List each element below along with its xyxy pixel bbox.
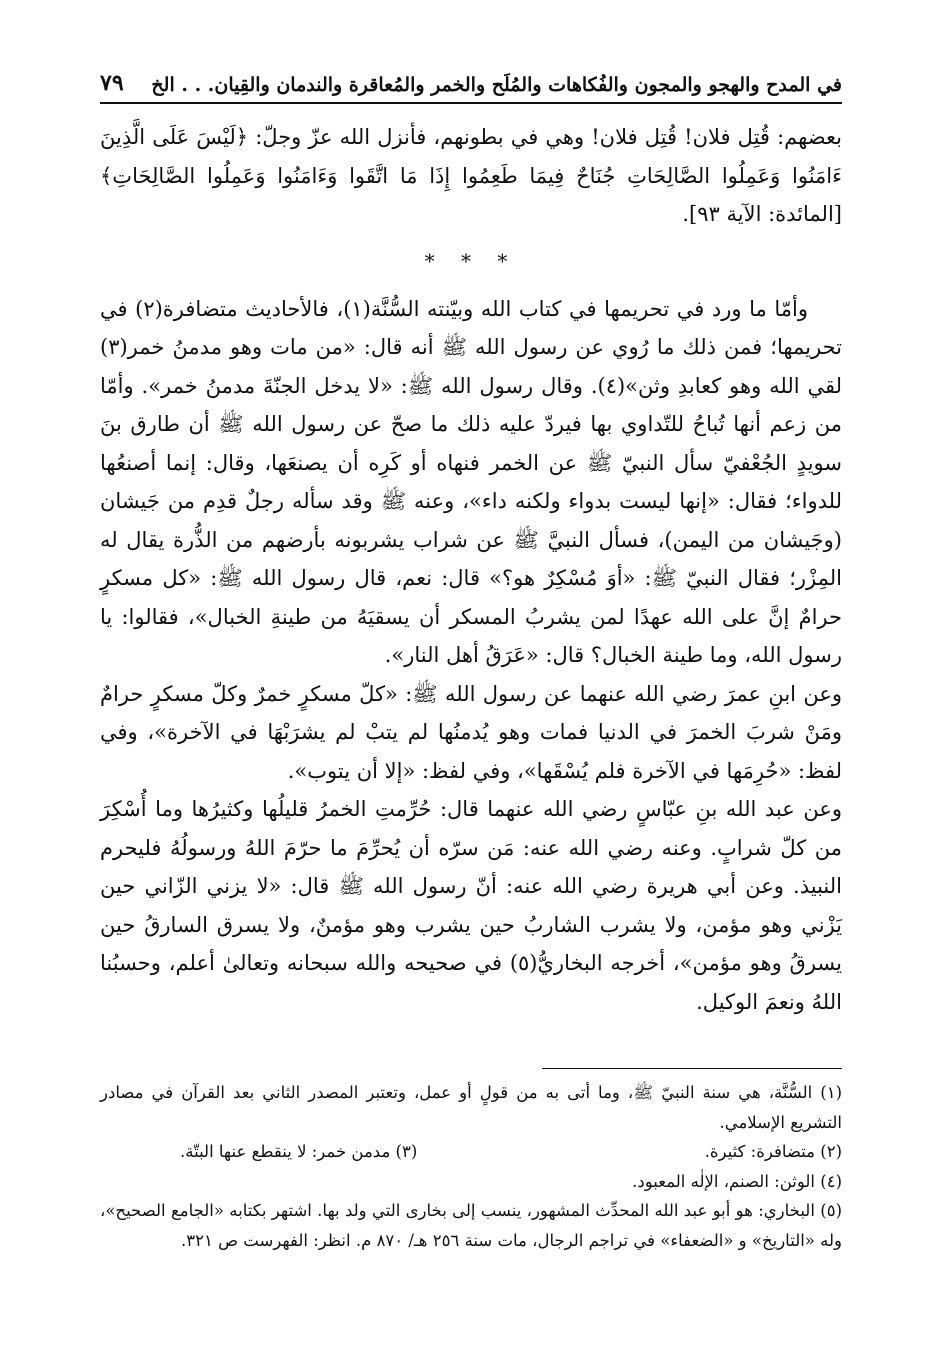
footnote-row-2-3 xyxy=(100,1137,842,1167)
footnote-4: (٤) الوثن: الصنم، الإلٰه المعبود. xyxy=(632,1171,842,1191)
footnote-5: (٥) البخاري: هو أبو عبد الله المحدِّث المشهور، ينسب إلى بخارى التي ولد بها. اشتهر بكتابه «الجامع الصحيح»، وله «التاريخ» و «الضعفاء» في تراجم الرجال، مات سنة ٢٥٦ هـ/ ٨٧٠ م. انظر: الفهرست ص ٣٢١. xyxy=(100,1201,842,1250)
footnote-3: (٣) مدمن خمر: لا ينقطع عنها البتّة. xyxy=(180,1142,418,1161)
main-text xyxy=(100,118,842,1021)
paragraph-hadith-prohibition: وأمّا ما ورد في تحريمها في كتاب الله وبيّنته السُّنَّة(١)، فالأحاديث متضافرة(٢) في تحريمها؛ فمن ذلك ما رُوي عن رسول الله ﷺ أنه قال: «من مات وهو مدمنُ خمر(٣) لقي الله وهو كعابدِ وثن»(٤). وقال رسول الله ﷺ: «لا يدخل الجنّةَ مدمنُ خمر». وأمّا من زعم أنها تُباحُ للتّداوي بها فيردّ عليه ذلك ما صحّ عن رسول الله ﷺ أن طارق بنَ سويدٍ الجُعْفيّ سأل النبيّ ﷺ عن الخمر فنهاه أو كَرِه أن يصنعَها، وقال: إنما أصنعُها للدواء؛ فقال: «إنها ليست بدواء ولكنه داء»، وعنه ﷺ وقد سأله رجلٌ قدِم من جَيشان (وجَيشان من اليمن)، فسأل النبيَّ ﷺ عن شراب يشربونه بأرضهم من الذُّرة يقال له المِزْر؛ فقال النبيّ ﷺ: «أوَ مُسْكِرٌ هو؟» قال: نعم، قال رسول الله ﷺ: «كل مسكرٍ حرامٌ إنَّ على الله عهدًا لمن يشربُ المسكر أن يسقيَهُ من طينةِ الخبال»، فقالوا: يا رسول الله، وما طينة الخبال؟ قال: «عَرَقُ أهل النار». xyxy=(100,296,842,667)
page-header xyxy=(100,60,842,104)
footnote-2: (٢) متضافرة: كثيرة. xyxy=(704,1142,842,1161)
paragraph-quran-verse: بعضهم: قُتِل فلان! قُتِل فلان! وهي في بطونهم، فأنزل الله عزّ وجلّ: ﴿لَيْسَ عَلَى الَّذِينَ ءَامَنُوا وَعَمِلُوا الصَّالِحَاتِ جُنَاحٌ فِيمَا طَعِمُوا إِذَا مَا اتَّقَوا وَءَامَنُوا وَعَمِلُوا الصَّالِحَاتِ﴾ [المائدة: الآية ٩٣]. xyxy=(100,125,842,226)
section-separator: * * * xyxy=(424,248,518,273)
running-title: في المدح والهجو والمجون والفُكاهات والمُلَح والخمر والمُعاقرة والندمان والقِيان. . . الخ xyxy=(151,74,842,96)
footnote-divider xyxy=(542,1068,842,1069)
paragraph-ibn-umar: وعن ابنِ عمرَ رضي الله عنهما عن رسول الله ﷺ: «كلّ مسكرٍ خمرٌ وكلّ مسكرٍ حرامٌ ومَنْ شربَ الخمرَ في الدنيا فمات وهو يُدمنُها لم يتبْ لم يشرَبْهَا في الآخرة»، وفي لفظ: «حُرِمَها في الآخرة فلم يُسْقَها»، وفي لفظ: «إلا أن يتوب». xyxy=(100,681,842,783)
page-number: ٧٩ xyxy=(100,70,124,96)
footnote-1: (١) السُّنَّة، هي سنة النبيّ ﷺ، وما أتى به من قولٍ أو عمل، وتعتبر المصدر الثاني بعد القرآن في مصادر التشريع الإسلامي. xyxy=(100,1083,842,1132)
paragraph-ibn-abbas: وعن عبد الله بنِ عبّاسٍ رضي الله عنهما قال: حُرِّمتِ الخمرُ قليلُها وكثيرُها وما أُسْكِرَ من كلّ شرابٍ. وعنه رضي الله عنه: مَن سرّه أن يُحرِّمَ ما حرّمَ اللهُ ورسولُهُ فليحرم النبيذ. وعن أبي هريرة رضي الله عنه: أنّ رسول الله ﷺ قال: «لا يزني الزّاني حين يَزْني وهو مؤمن، ولا يشرب الشاربُ حين يشرب وهو مؤمنٌ، ولا يسرق السارقُ حين يسرقُ وهو مؤمن»، أخرجه البخاريُّ(٥) في صحيحه والله سبحانه وتعالىٰ أعلم، وحسبُنا اللهُ ونعمَ الوكيل. xyxy=(100,797,842,1014)
footnotes xyxy=(100,1078,842,1255)
